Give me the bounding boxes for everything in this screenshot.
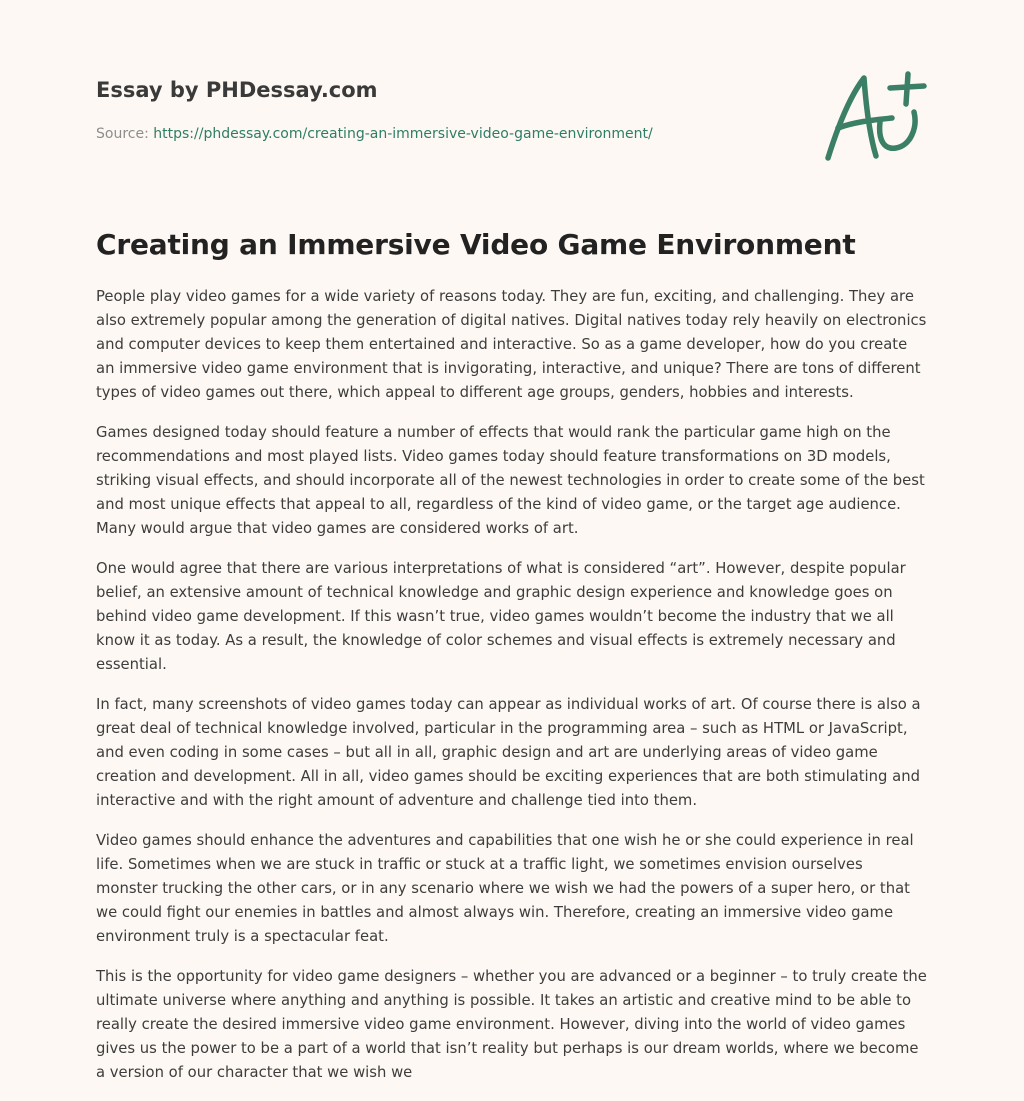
page-header: [96, 76, 796, 144]
brand-title: Essay by PHDessay.com: [96, 78, 378, 102]
essay-paragraph: Games designed today should feature a number of effects that would rank the particular game high on the recommendations and most played lists. Video games today should feature transformations on 3D models, striking visual effects, and should incorporate all of the newest technologies in order to create some of the best and most unique effects that appeal to all, regardless of the kind of video game, or the target age audience. Many would argue that video games are considered works of art.: [96, 424, 925, 537]
source-line: [96, 124, 796, 144]
essay-paragraph: One would agree that there are various interpretations of what is considered “art”. However, despite popular belief, an extensive amount of technical knowledge and graphic design experience and knowledge goes on behind video game development. If this wasn’t true, video games wouldn’t become the industry that we all know it as today. As a result, the knowledge of color schemes and visual effects is extremely necessary and essential.: [96, 560, 906, 673]
source-label: Source:: [96, 126, 154, 142]
essay-paragraph: Video games should enhance the adventures and capabilities that one wish he or she could experience in real life. Sometimes when we are stuck in traffic or stuck at a traffic light, we sometimes envision ourselves monster trucking the other cars, or in any scenario where we wish we had the powers of a super hero, or that we could fight our enemies in battles and almost always win. Therefore, creating an immersive video game environment truly is a spectacular feat.: [96, 832, 914, 945]
a-plus-logo-icon: [820, 66, 930, 166]
essay-paragraph: People play video games for a wide variety of reasons today. They are fun, exciting, and challenging. They are also extremely popular among the generation of digital natives. Digital natives today rely heavily on electronics and computer devices to keep them entertained and interactive. So as a game developer, how do you create an immersive video game environment that is invigorating, interactive, and unique? There are tons of different types of video games out there, which appeal to different age groups, genders, hobbies and interests.: [96, 288, 927, 401]
essay-paragraph: This is the opportunity for video game designers – whether you are advanced or a beginner – to truly create the ultimate universe where anything and anything is possible. It takes an artistic and creative mind to be able to really create the desired immersive video game environment. However, diving into the world of video games gives us the power to be a part of a world that isn’t reality but perhaps is our dream worlds, where we become a version of our character that we wish we: [96, 968, 927, 1081]
essay-paragraph: In fact, many screenshots of video games today can appear as individual works of art. Of course there is also a great deal of technical knowledge involved, particular in the programming area – such as HTML or JavaScript, and even coding in some cases – but all in all, graphic design and art are underlying areas of video game creation and development. All in all, video games should be exciting experiences that are both stimulating and interactive and with the right amount of adventure and challenge tied into them.: [96, 696, 921, 809]
source-link[interactable]: https://phdessay.com/creating-an-immersive-video-game-environment/: [153, 126, 653, 142]
essay-body: [96, 285, 928, 1101]
essay-title: Creating an Immersive Video Game Environment: [96, 228, 856, 261]
